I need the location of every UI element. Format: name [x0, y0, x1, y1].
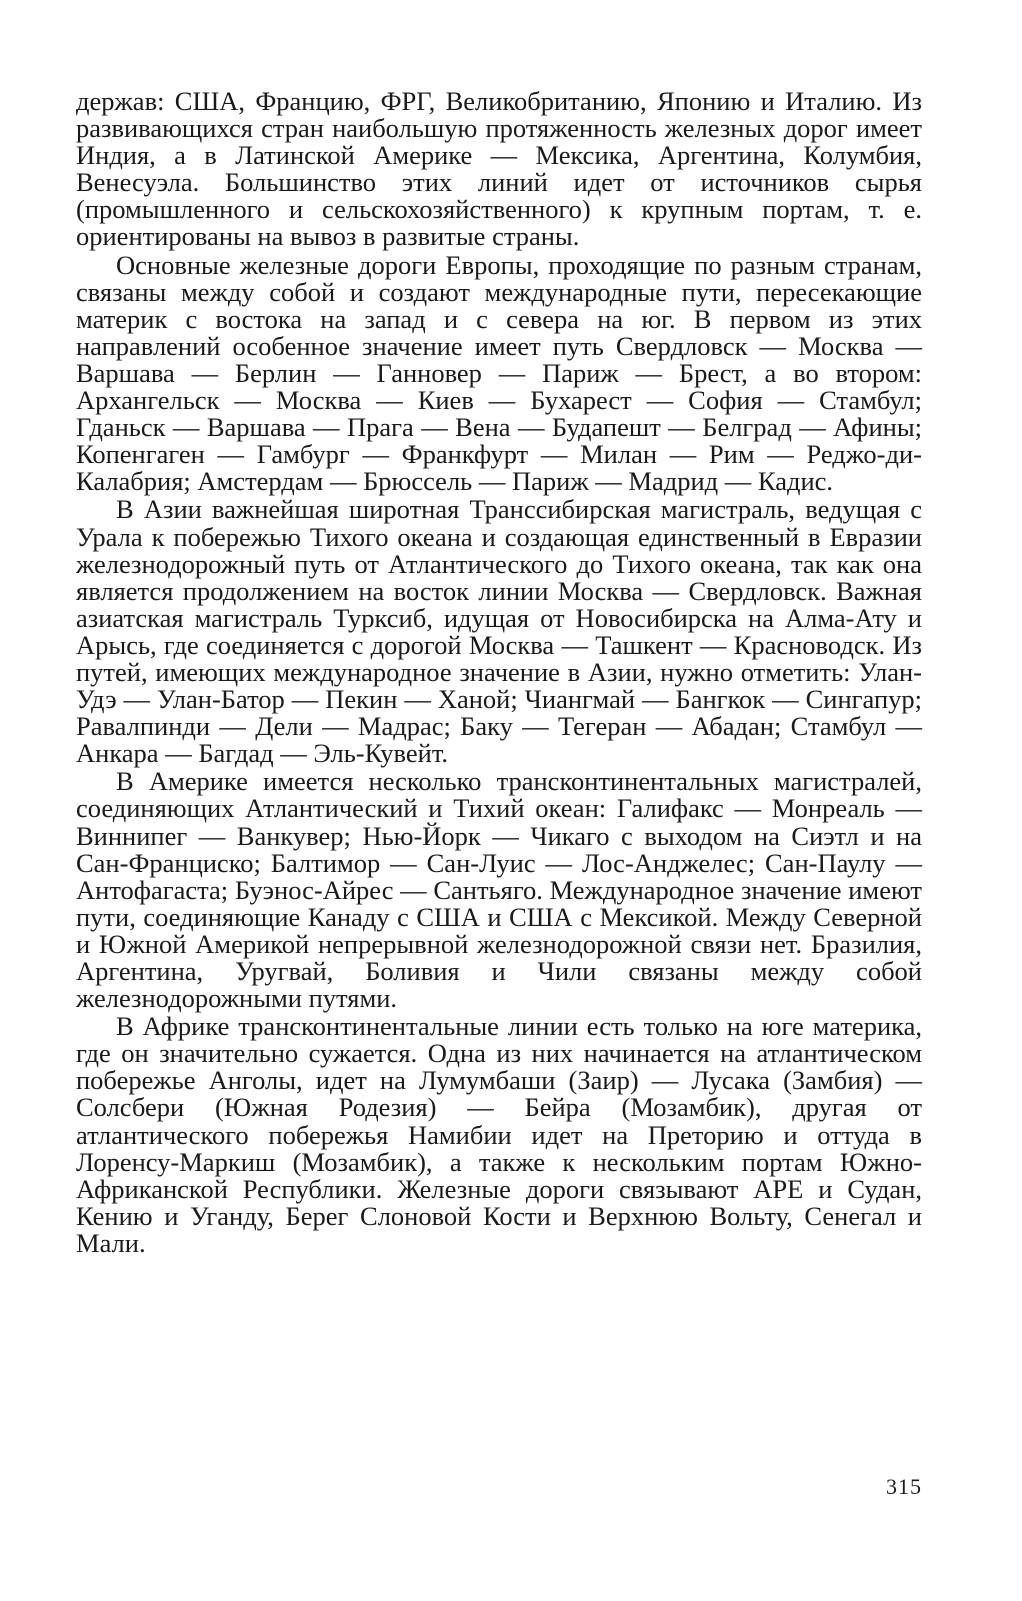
page-body	[76, 88, 922, 1257]
paragraph-america-railways: В Америке имеется несколько трансконтинентальных магистралей, соединяющих Атлантический и Тихий океан: Галифакс — Монреаль — Виннипег — Ванкувер; Нью-Йорк — Чикаго с выходом на Сиэтл и на Сан-Франциско; Балтимор — Сан-Луис — Лос-Анджелес; Сан-Паулу — Антофагаста; Буэнос-Айрес — Сантьяго. Международное значение имеют пути, соединяющие Канаду с США и США с Мексикой. Между Северной и Южной Америкой непрерывной железнодорожной связи нет. Бразилия, Аргентина, Уругвай, Боливия и Чили связаны между собой железнодорожными путями.	[76, 766, 922, 1014]
paragraph-africa-railways: В Африке трансконтинентальные линии есть только на юге материка, где он значительно сужается. Одна из них начинается на атлантическом побережье Анголы, идет на Лумумбаши (Заир) — Лусака (Замбия) — Солсбери (Южная Родезия) — Бейра (Мозамбик), другая от атлантического побережья Намибии идет на Преторию и оттуда в Лоренсу-Маркиш (Мозамбик), а также к нескольким портам Южно-Африканской Республики. Железные дороги связывают АРЕ и Судан, Кению и Уганду, Берег Слоновой Кости и Верхнюю Вольту, Сенегал и Мали.	[76, 1011, 922, 1258]
paragraph-continuation: держав: США, Францию, ФРГ, Великобританию, Японию и Италию. Из развивающихся стран наибольшую протяженность железных дорог имеет Индия, а в Латинской Америке — Мексика, Аргентина, Колумбия, Венесуэла. Большинство этих линий идет от источников сырья (промышленного и сельскохозяйственного) к крупным портам, т. е. ориентированы на вывоз в развитые страны.	[76, 86, 922, 252]
paragraph-asia-railways: В Азии важнейшая широтная Транссибирская магистраль, ведущая с Урала к побережью Тихого океана и создающая единственный в Евразии железнодорожный путь от Атлантического до Тихого океана, так как она является продолжением на восток линии Москва — Свердловск. Важная азиатская магистраль Турксиб, идущая от Новосибирска на Алма-Ату и Арысь, где соединяется с дорогой Москва — Ташкент — Красноводск. Из путей, имеющих международное значение в Азии, нужно отметить: Улан-Удэ — Улан-Батор — Пекин — Ханой; Чиангмай — Бангкок — Сингапур; Равалпинди — Дели — Мадрас; Баку — Тегеран — Абадан; Стамбул — Анкара — Багдад — Эль-Кувейт.	[76, 494, 922, 769]
paragraph-europe-railways: Основные железные дороги Европы, проходящие по разным странам, связаны между собой и создают международные пути, пересекающие материк с востока на запад и с севера на юг. В первом из этих направлений особенное значение имеет путь Свердловск — Москва — Варшава — Берлин — Ганновер — Париж — Брест, а во втором: Архангельск — Москва — Киев — Бухарест — София — Стамбул; Гданьск — Варшава — Прага — Вена — Будапешт — Белград — Афины; Копенгаген — Гамбург — Франкфурт — Милан — Рим — Реджо-ди-Калабрия; Амстердам — Брюссель — Париж — Мадрид — Кадис.	[76, 249, 922, 497]
page-number: 315	[886, 1474, 922, 1499]
